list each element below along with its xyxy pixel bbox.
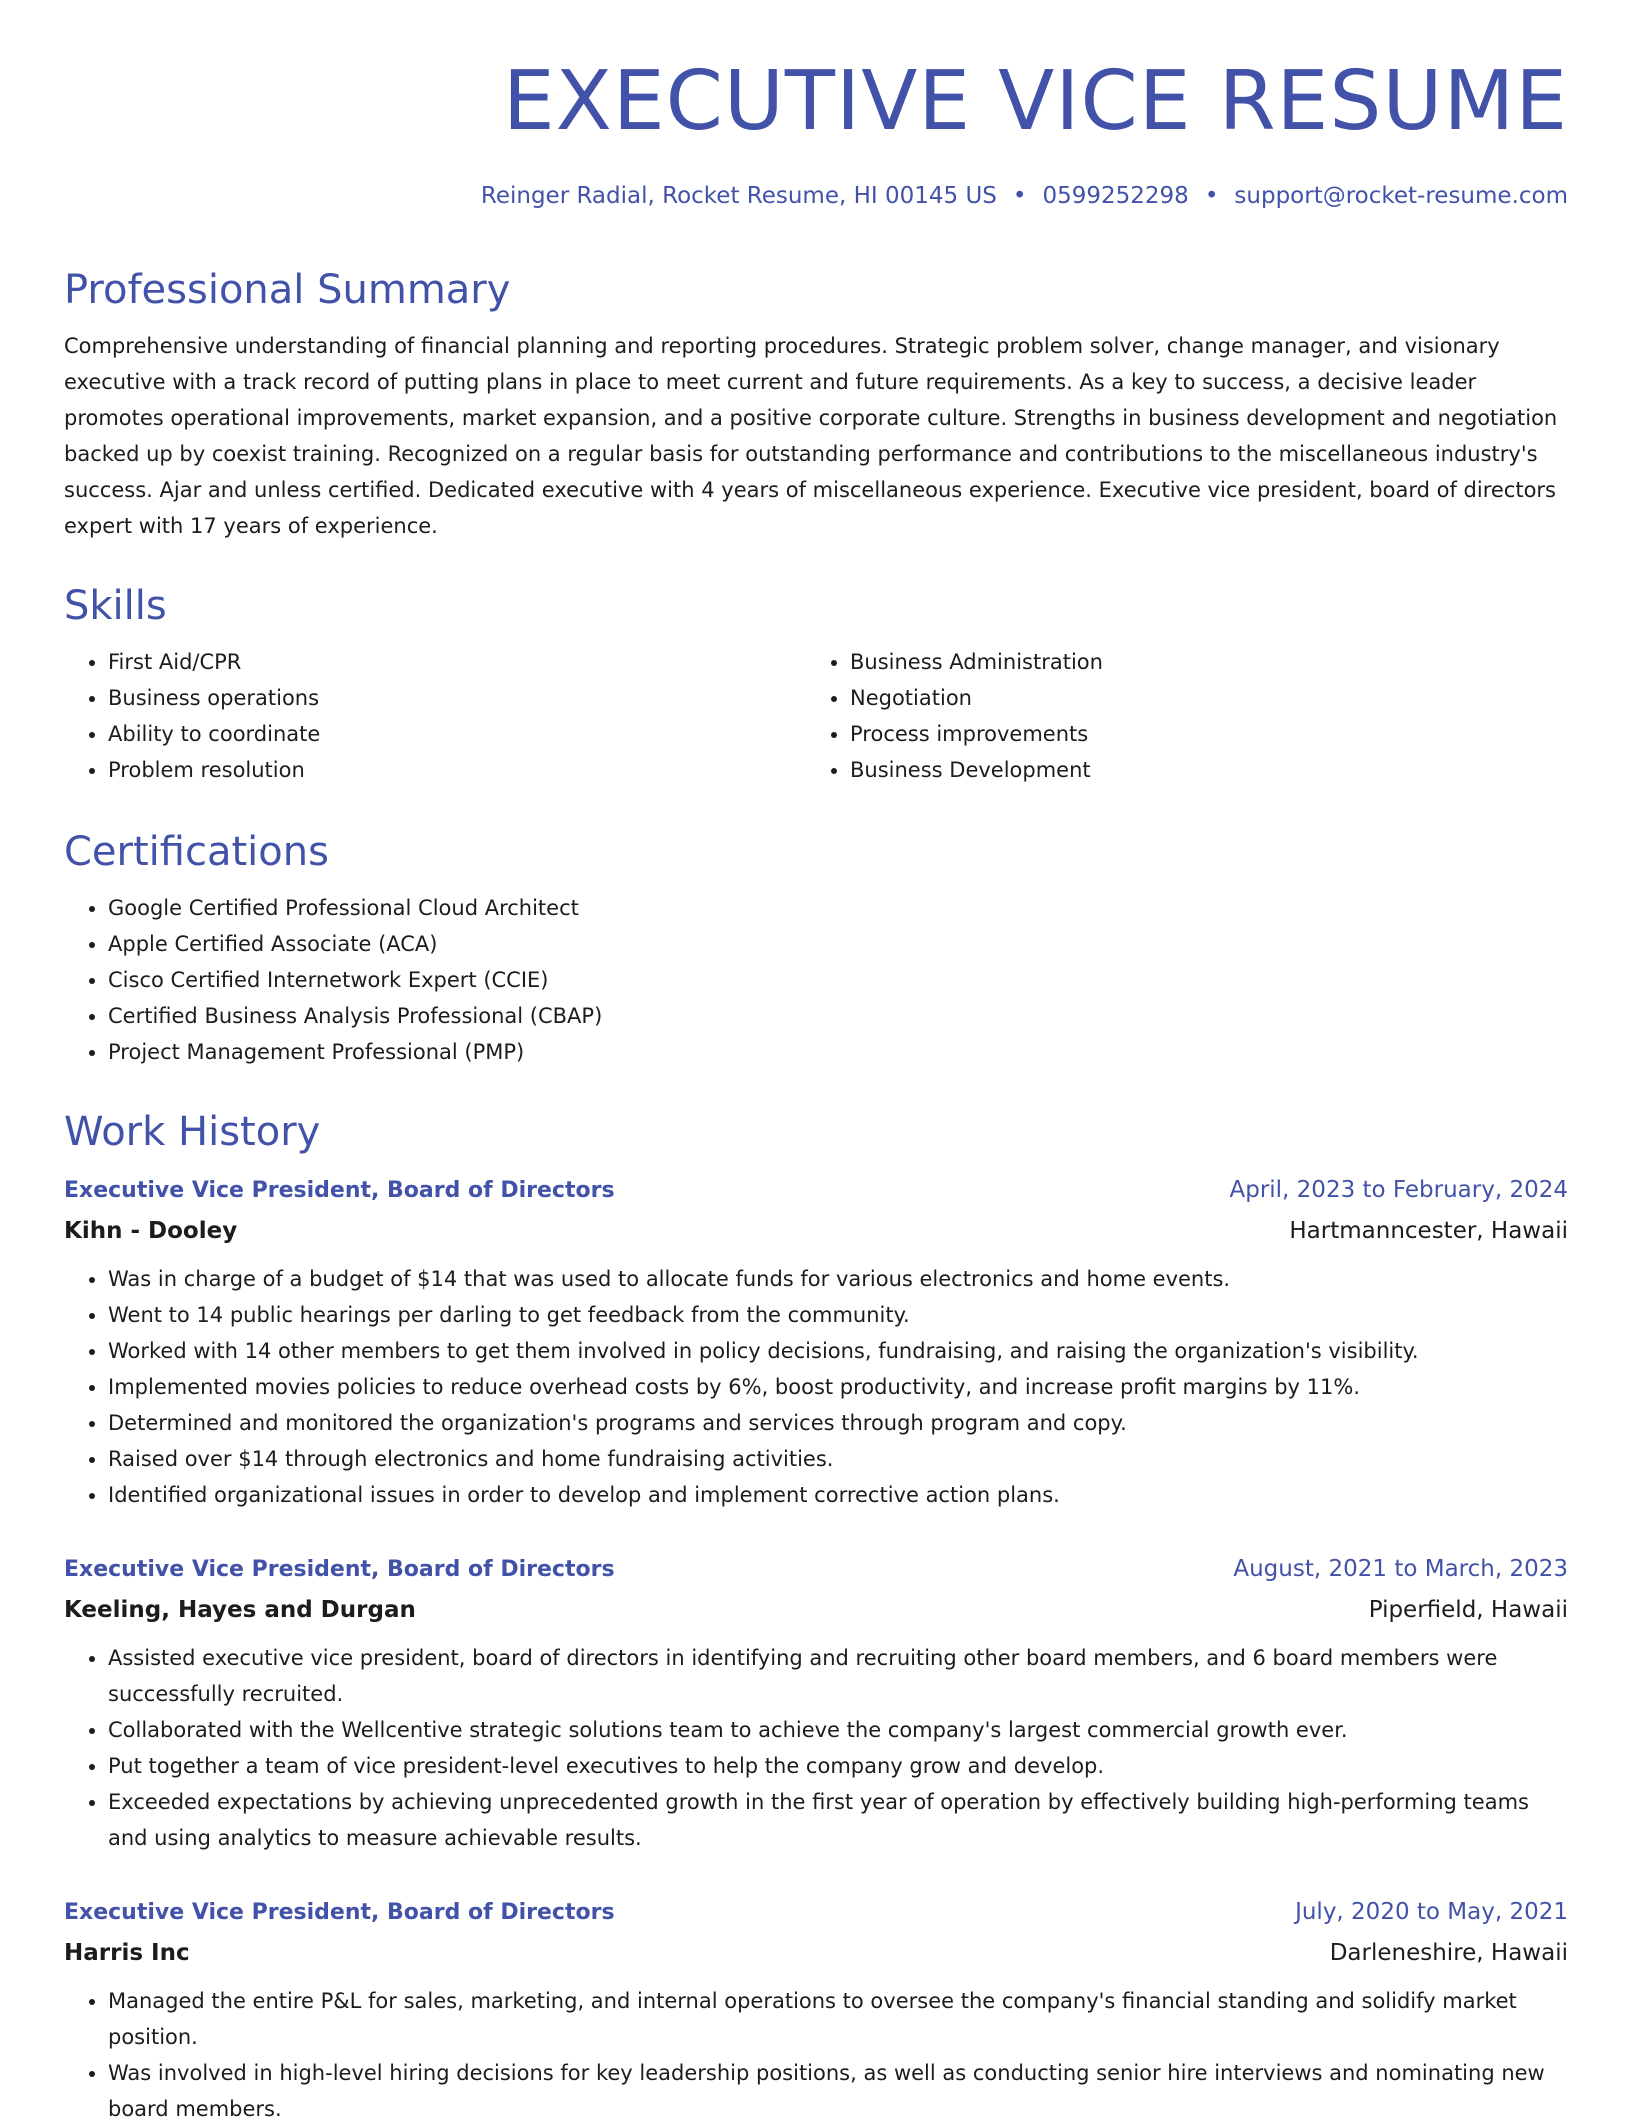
summary-section <box>64 262 1568 544</box>
certification-item: • Certified Business Analysis Professional (CBAP) <box>108 998 1568 1034</box>
work-history-heading: Work History <box>64 1109 321 1155</box>
job-company-row <box>64 1933 1568 1973</box>
resume-title: EXECUTIVE VICE RESUME <box>502 54 1568 149</box>
job-entry <box>64 1170 1568 1513</box>
contact-phone: 0599252298 <box>1042 183 1189 209</box>
job-bullet: • Was involved in high-level hiring decisions for key leadership positions, as well as conducting senior hire interviews and nominating new board members. <box>108 2055 1568 2127</box>
job-company: Harris Inc <box>64 1940 190 1966</box>
job-bullet: • Exceeded expectations by achieving unprecedented growth in the first year of operation by effectively building high-performing teams and using analytics to measure achievable results. <box>108 1784 1568 1856</box>
job-company: Keeling, Hayes and Durgan <box>64 1597 416 1623</box>
contact-address: Reinger Radial, Rocket Resume, HI 00145 US <box>480 183 997 209</box>
job-bullet: • Raised over $14 through electronics and home fundraising activities. <box>108 1441 1568 1477</box>
contact-email: support@rocket-resume.com <box>1234 183 1568 209</box>
skill-item: • Ability to coordinate <box>108 716 806 752</box>
job-bullet: • Assisted executive vice president, board of directors in identifying and recruiting other board members, and 6 board members were successfully recruited. <box>108 1640 1568 1712</box>
certifications-heading: Certifications <box>64 829 329 875</box>
skill-item: • Problem resolution <box>108 752 806 788</box>
skill-item: • Business Administration <box>850 644 1548 680</box>
job-location: Piperfield, Hawaii <box>1368 1597 1568 1623</box>
skills-column-right <box>806 634 1548 788</box>
job-bullet: • Went to 14 public hearings per darling to get feedback from the community. <box>108 1297 1568 1333</box>
job-company: Kihn - Dooley <box>64 1218 238 1244</box>
certification-item: • Apple Certified Associate (ACA) <box>108 926 1568 962</box>
job-bullet: • Managed the entire P&L for sales, marketing, and internal operations to oversee the company's financial standing and solidify market position. <box>108 1983 1568 2055</box>
job-location: Hartmanncester, Hawaii <box>1289 1218 1568 1244</box>
skills-heading: Skills <box>64 583 167 629</box>
skill-item: • Process improvements <box>850 716 1548 752</box>
job-company-row <box>64 1590 1568 1630</box>
skill-item: • Negotiation <box>850 680 1548 716</box>
certification-item: • Project Management Professional (PMP) <box>108 1034 1568 1070</box>
certification-item: • Google Certified Professional Cloud Architect <box>108 890 1568 926</box>
job-bullet: • Identified organizational issues in order to develop and implement corrective action plans. <box>108 1477 1568 1513</box>
job-entry <box>64 1549 1568 1856</box>
contact-line <box>481 180 1568 212</box>
contact-separator: • <box>1204 183 1219 209</box>
certification-item: • Cisco Certified Internetwork Expert (CCIE) <box>108 962 1568 998</box>
job-dates: April, 2023 to February, 2024 <box>1229 1177 1568 1203</box>
skills-column-left <box>64 634 806 788</box>
skills-columns <box>64 634 1568 788</box>
job-bullet: • Was in charge of a budget of $14 that was used to allocate funds for various electronics and home events. <box>108 1261 1568 1297</box>
job-bullet: • Collaborated with the Wellcentive strategic solutions team to achieve the company's largest commercial growth ever. <box>108 1712 1568 1748</box>
job-company-row <box>64 1211 1568 1251</box>
job-title-row <box>64 1549 1568 1590</box>
skill-item: • Business operations <box>108 680 806 716</box>
job-bullet: • Put together a team of vice president-level executives to help the company grow and develop. <box>108 1748 1568 1784</box>
skill-item: • First Aid/CPR <box>108 644 806 680</box>
job-bullet: • Determined and monitored the organization's programs and services through program and copy. <box>108 1405 1568 1441</box>
skills-section <box>64 578 1568 788</box>
job-title-row <box>64 1892 1568 1933</box>
job-bullet: • Implemented movies policies to reduce overhead costs by 6%, boost productivity, and increase profit margins by 11%. <box>108 1369 1568 1405</box>
job-title: Executive Vice President, Board of Directors <box>64 1178 615 1203</box>
job-title-row <box>64 1170 1568 1211</box>
job-bullet: • Worked with 14 other members to get them involved in policy decisions, fundraising, and raising the organization's visibility. <box>108 1333 1568 1369</box>
job-location: Darleneshire, Hawaii <box>1329 1940 1568 1966</box>
job-title: Executive Vice President, Board of Directors <box>64 1557 615 1582</box>
job-dates: July, 2020 to May, 2021 <box>1295 1899 1568 1925</box>
job-dates: August, 2021 to March, 2023 <box>1233 1556 1568 1582</box>
work-history-section <box>64 1104 1568 2127</box>
job-title: Executive Vice President, Board of Directors <box>64 1900 615 1925</box>
job-entry <box>64 1892 1568 2127</box>
skill-item: • Business Development <box>850 752 1548 788</box>
contact-separator: • <box>1012 183 1027 209</box>
certifications-section <box>64 824 1568 1070</box>
summary-heading: Professional Summary <box>64 267 511 313</box>
summary-text: Comprehensive understanding of financial planning and reporting procedures. Strategic problem solver, change manager, and visionary executive with a track record of putting plans in place to meet current and future requirements. As a key to success, a decisive leader promotes operational improvements, market expansion, and a positive corporate culture. Strengths in business development and negotiation backed up by coexist training. Recognized on a regular basis for outstanding performance and contributions to the miscellaneous industry's success. Ajar and unless certified. Dedicated executive with 4 years of miscellaneous experience. Executive vice president, board of directors expert with 17 years of experience. <box>64 334 1558 538</box>
